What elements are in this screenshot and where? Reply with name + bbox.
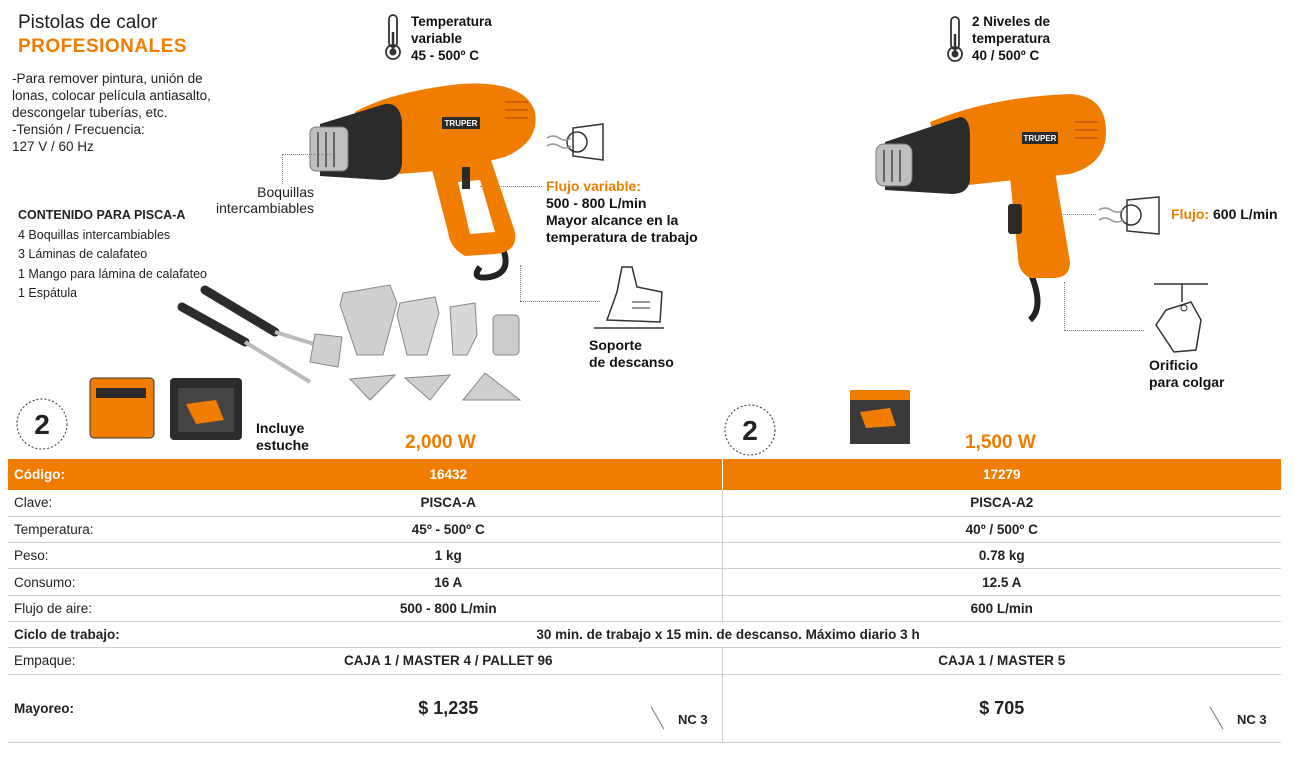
feature-voltage: -Tensión / Frecuencia: 127 V / 60 Hz xyxy=(12,122,145,154)
table-row xyxy=(8,569,1281,595)
table-row xyxy=(8,543,1281,569)
hang-hole-icon xyxy=(1146,280,1216,355)
nc-pisca-a2: NC 3 xyxy=(1237,712,1267,727)
code-pisca-a2: 17279 xyxy=(722,459,1281,490)
thermometer-icon xyxy=(944,14,966,64)
kit-contents-heading: CONTENIDO PARA PISCA-A xyxy=(18,208,186,222)
temp-spec-pisca-a2 xyxy=(972,13,1050,64)
row-value-pisca-a: PISCA-A xyxy=(175,490,722,516)
callout-line xyxy=(282,154,283,184)
flow-title: Flujo variable: xyxy=(546,178,641,194)
flow-line: temperatura de trabajo xyxy=(546,229,698,245)
feature-list xyxy=(12,70,242,155)
brand-logo: TRUPER xyxy=(1023,134,1057,143)
code-label: Código: xyxy=(8,459,175,490)
table-row xyxy=(8,648,1281,674)
case-callout xyxy=(256,420,309,454)
table-row xyxy=(8,516,1281,542)
guarantee-badge xyxy=(722,402,778,458)
feature-uses: -Para remover pintura, unión de lonas, colocar película antiasalto, descongelar tuberías, etc. xyxy=(12,71,211,120)
row-value-pisca-a2: 0.78 kg xyxy=(722,543,1281,569)
temp-spec-line: Temperatura xyxy=(411,14,492,29)
price-pisca-a: $ 1,235 xyxy=(418,697,479,718)
carry-case-image xyxy=(86,372,246,450)
callout-text: Soporte xyxy=(589,337,642,353)
packing-pisca-a: CAJA 1 / MASTER 4 / PALLET 96 xyxy=(175,648,722,674)
table-row-price xyxy=(8,674,1281,742)
row-value-pisca-a2: 600 L/min xyxy=(722,595,1281,621)
callout-text: estuche xyxy=(256,437,309,453)
flow-value: 600 L/min xyxy=(1213,206,1278,222)
callout-line xyxy=(1064,282,1065,330)
flow-line: Mayor alcance en la xyxy=(546,212,679,228)
callout-text: Boquillas xyxy=(257,184,314,200)
heat-gun-pisca-a-image xyxy=(300,72,540,282)
callout-line xyxy=(1060,214,1096,215)
row-label: Temperatura: xyxy=(8,516,175,542)
flow-callout-pisca-a2 xyxy=(1171,206,1278,223)
row-value-pisca-a: 45º - 500º C xyxy=(175,516,722,542)
temp-spec-line: 40 / 500º C xyxy=(972,48,1040,63)
row-value-pisca-a2: PISCA-A2 xyxy=(722,490,1281,516)
callout-text: de descanso xyxy=(589,354,674,370)
brand-logo: TRUPER xyxy=(444,119,478,128)
flow-line: 500 - 800 L/min xyxy=(546,195,647,211)
kit-item: 3 Láminas de calafateo xyxy=(18,247,148,261)
kit-item: 1 Espátula xyxy=(18,286,78,300)
airflow-icon xyxy=(545,120,610,165)
row-label: Ciclo de trabajo: xyxy=(8,621,175,647)
kit-item: 1 Mango para lámina de calafateo xyxy=(18,266,208,281)
stand-callout xyxy=(589,337,674,371)
row-value-pisca-a: 1 kg xyxy=(175,543,722,569)
temp-spec-line: 2 Niveles de xyxy=(972,14,1051,29)
temp-spec-pisca-a xyxy=(411,13,492,64)
callout-text: Incluye xyxy=(256,420,305,436)
nozzles-callout xyxy=(216,184,314,216)
callout-line xyxy=(520,301,600,302)
callout-text: para colgar xyxy=(1149,374,1225,390)
callout-text: Orificio xyxy=(1149,357,1199,373)
power-pisca-a: 2,000 W xyxy=(405,432,476,453)
row-value-pisca-a: 500 - 800 L/min xyxy=(175,595,722,621)
row-label: Flujo de aire: xyxy=(8,595,175,621)
packing-pisca-a2: CAJA 1 / MASTER 5 xyxy=(722,648,1281,674)
row-label: Mayoreo: xyxy=(8,674,175,742)
flow-callout-pisca-a xyxy=(546,178,698,246)
temp-spec-line: 45 - 500º C xyxy=(411,48,479,63)
spec-table xyxy=(8,459,1281,743)
row-label: Peso: xyxy=(8,543,175,569)
guarantee-years: 2 xyxy=(34,409,50,440)
row-label: Clave: xyxy=(8,490,175,516)
airflow-icon xyxy=(1097,194,1167,238)
product-box-image xyxy=(846,386,916,448)
row-value-pisca-a2: 40º / 500º C xyxy=(722,516,1281,542)
table-header-row xyxy=(8,459,1281,490)
row-value-pisca-a: 16 A xyxy=(175,569,722,595)
callout-line xyxy=(480,186,542,187)
kit-item: 4 Boquillas intercambiables xyxy=(18,227,171,242)
callout-line xyxy=(282,154,332,155)
guarantee-badge xyxy=(14,396,70,452)
temp-spec-line: variable xyxy=(411,31,463,46)
table-row xyxy=(8,490,1281,516)
table-row-cycle xyxy=(8,621,1281,647)
cycle-value: 30 min. de trabajo x 15 min. de descanso. Máximo diario 3 h xyxy=(175,621,1281,647)
callout-text: intercambiables xyxy=(216,200,315,216)
temp-spec-line: temperatura xyxy=(972,31,1051,46)
table-row xyxy=(8,595,1281,621)
row-label: Consumo: xyxy=(8,569,175,595)
hang-callout xyxy=(1149,357,1224,391)
power-pisca-a2: 1,500 W xyxy=(965,432,1036,453)
callout-line xyxy=(1064,330,1144,331)
price-pisca-a2: $ 705 xyxy=(979,697,1025,718)
nc-pisca-a: NC 3 xyxy=(678,712,708,727)
guarantee-years: 2 xyxy=(742,415,758,446)
callout-line xyxy=(520,265,521,301)
flow-label: Flujo: xyxy=(1171,206,1210,222)
heat-gun-pisca-a2-image xyxy=(870,92,1110,322)
rest-stand-icon xyxy=(592,262,667,332)
thermometer-icon xyxy=(382,12,404,62)
page-subtitle: PROFESIONALES xyxy=(18,36,188,57)
code-pisca-a: 16432 xyxy=(175,459,722,490)
row-value-pisca-a2: 12.5 A xyxy=(722,569,1281,595)
row-label: Empaque: xyxy=(8,648,175,674)
page-title: Pistolas de calor xyxy=(18,12,158,33)
nozzle-accessories-image xyxy=(335,275,530,405)
